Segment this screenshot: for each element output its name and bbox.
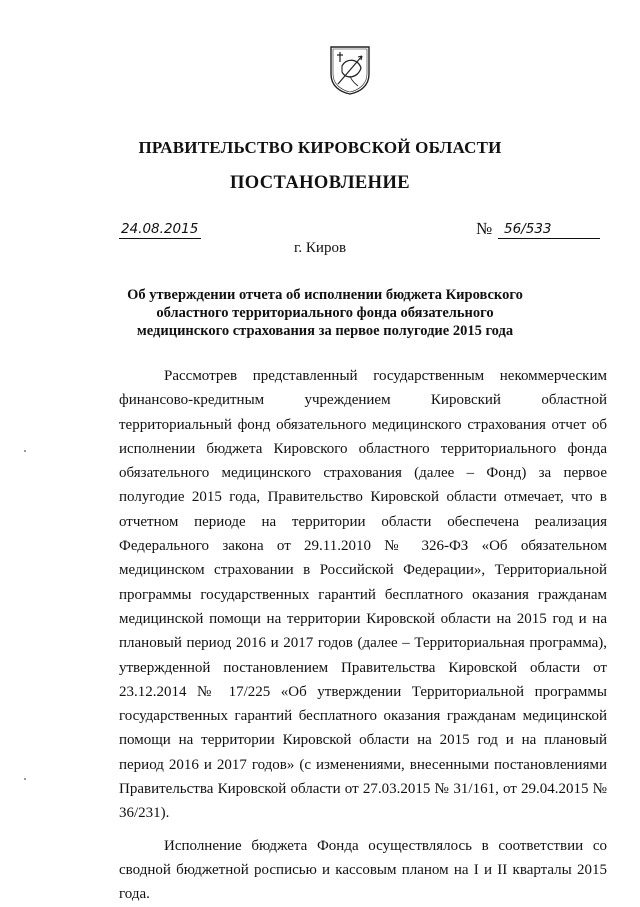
document-subject: Об утверждении отчета об исполнении бюджета Кировского областного территориального фонда обязательного медицинского страхования за первое полугодие 2015 года — [127, 287, 523, 339]
coat-of-arms-icon — [328, 44, 372, 96]
paragraph: Исполнение бюджета Фонда осуществлялось в соответствии со сводной бюджетной росписью и кассовым планом на I и II кварталы 2015 года. — [119, 837, 607, 903]
document-date: 24.08.2015 — [119, 220, 201, 239]
document-type: ПОСТАНОВЛЕНИЕ — [229, 173, 410, 193]
scan-mark — [24, 778, 26, 780]
scan-mark — [24, 450, 26, 452]
city: г. Киров — [293, 240, 347, 256]
paragraph: Рассмотрев представленный государственным некоммерческим финансово-кредитным учреждением Кировский областной территориальный фонд обязательного медицинского страхования отчет об исполнении бюджета Кировского областного территориального фонда обязательного медицинского страхования (далее – Фонд) за первое полугодие 2015 года, Правительство Кировской области отмечает, что в отчетном периоде на территории области обеспечена реализация Федерального закона от 29.11.2010 № 326-ФЗ «Об обязательном медицинском страховании в Российской Федерации», Территориальной программы государственных гарантий бесплатного оказания гражданам медицинской помощи на территории Кировской области на 2015 год и на плановый период 2016 и 2017 годов (далее – Территориальная программа), утвержденной постановлением Правительства Кировской области от 23.12.2014 № 17/225 «Об утверждении Территориальной программы государственных гарантий бесплатного оказания гражданам медицинской помощи на территории Кировской области на 2015 год и на плановый период 2016 и 2017 годов» (с изменениями, внесенными постановлениями Правительства Кировской области от 27.03.2015 № 31/161, от 29.04.2015 № 36/231). — [119, 368, 607, 822]
government-title: ПРАВИТЕЛЬСТВО КИРОВСКОЙ ОБЛАСТИ — [138, 138, 502, 157]
number-sign: № — [476, 219, 493, 238]
document-body — [119, 364, 607, 907]
document-number: 56/533 — [498, 220, 600, 239]
